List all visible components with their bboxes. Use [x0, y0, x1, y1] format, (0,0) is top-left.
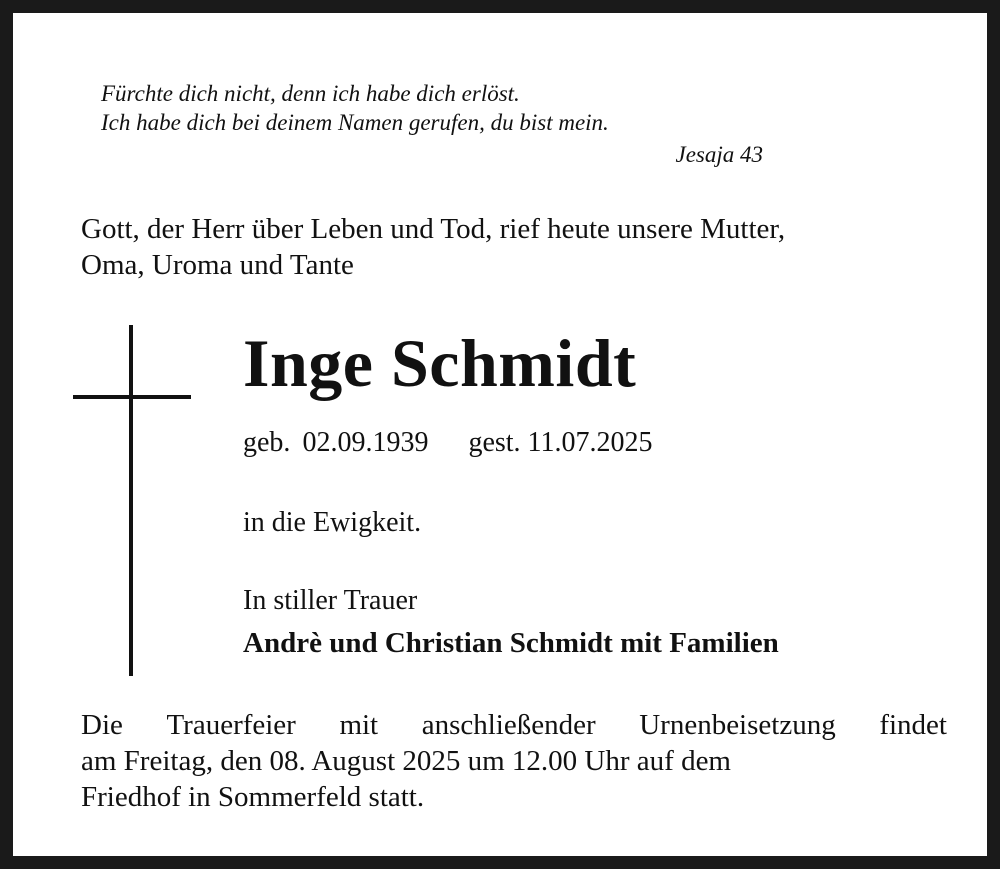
mourning-family: Andrè und Christian Schmidt mit Familien	[243, 627, 779, 659]
intro-text	[81, 211, 961, 283]
funeral-word: Urnenbeisetzung	[639, 709, 836, 741]
deceased-name: Inge Schmidt	[243, 325, 637, 401]
funeral-word: anschließender	[421, 709, 596, 741]
cross-horizontal-beam	[73, 395, 191, 399]
mourning-label: In stiller Trauer	[243, 585, 418, 616]
verse-line-2: Ich habe dich bei deinem Namen gerufen, du bist mein.	[101, 110, 609, 135]
died-date: 11.07.2025	[527, 427, 653, 458]
bible-verse	[101, 79, 801, 137]
born-label: geb.	[243, 427, 291, 458]
funeral-word: mit	[339, 709, 379, 741]
funeral-word: Trauerfeier	[166, 709, 296, 741]
intro-line-2: Oma, Uroma und Tante	[81, 249, 354, 281]
funeral-line-1	[81, 707, 947, 743]
life-dates	[243, 425, 653, 461]
funeral-word: findet	[879, 709, 947, 741]
cross-vertical-beam	[129, 325, 133, 676]
verse-line-1: Fürchte dich nicht, denn ich habe dich erlöst.	[101, 81, 520, 106]
died-label: gest.	[468, 427, 521, 458]
eternity-text: in die Ewigkeit.	[243, 507, 422, 538]
funeral-line-3: Friedhof in Sommerfeld statt.	[81, 781, 425, 813]
born-date: 02.09.1939	[302, 427, 429, 458]
funeral-notice	[81, 707, 947, 815]
intro-line-1: Gott, der Herr über Leben und Tod, rief heute unsere Mutter,	[81, 213, 786, 245]
funeral-word: Die	[81, 709, 123, 741]
funeral-line-2: am Freitag, den 08. August 2025 um 12.00 Uhr auf dem	[81, 745, 731, 777]
verse-source: Jesaja 43	[675, 142, 763, 167]
